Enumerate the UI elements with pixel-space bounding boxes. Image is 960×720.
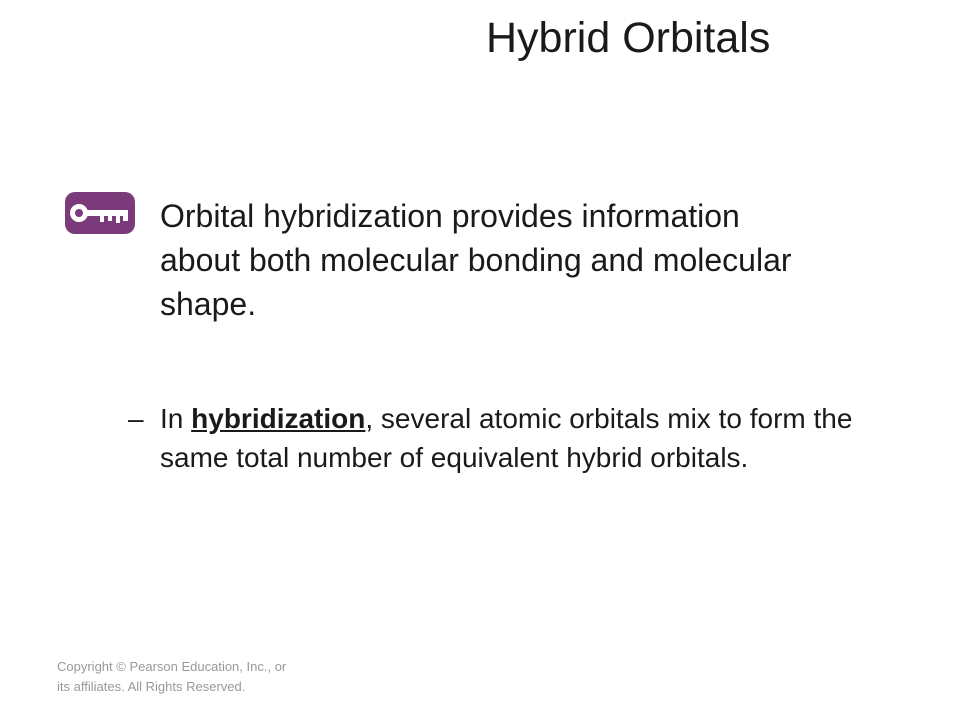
sub-bullet-dash: – bbox=[128, 403, 144, 434]
sub-bullet-prefix: In bbox=[160, 403, 192, 434]
key-icon bbox=[64, 191, 136, 235]
copyright-notice: Copyright © Pearson Education, Inc., or its affiliates. All Rights Reserved. bbox=[57, 659, 287, 694]
main-bullet-text: Orbital hybridization provides information about both molecular bonding and molecular shape. bbox=[160, 198, 792, 322]
sub-bullet-suffix: , several atomic orbitals mix to form the same total number of equivalent hybrid orbitals. bbox=[160, 403, 853, 473]
key-term-hybridization: hybridization bbox=[191, 403, 366, 434]
slide-title: Hybrid Orbitals bbox=[486, 14, 771, 62]
sub-bullet-text bbox=[160, 399, 900, 477]
